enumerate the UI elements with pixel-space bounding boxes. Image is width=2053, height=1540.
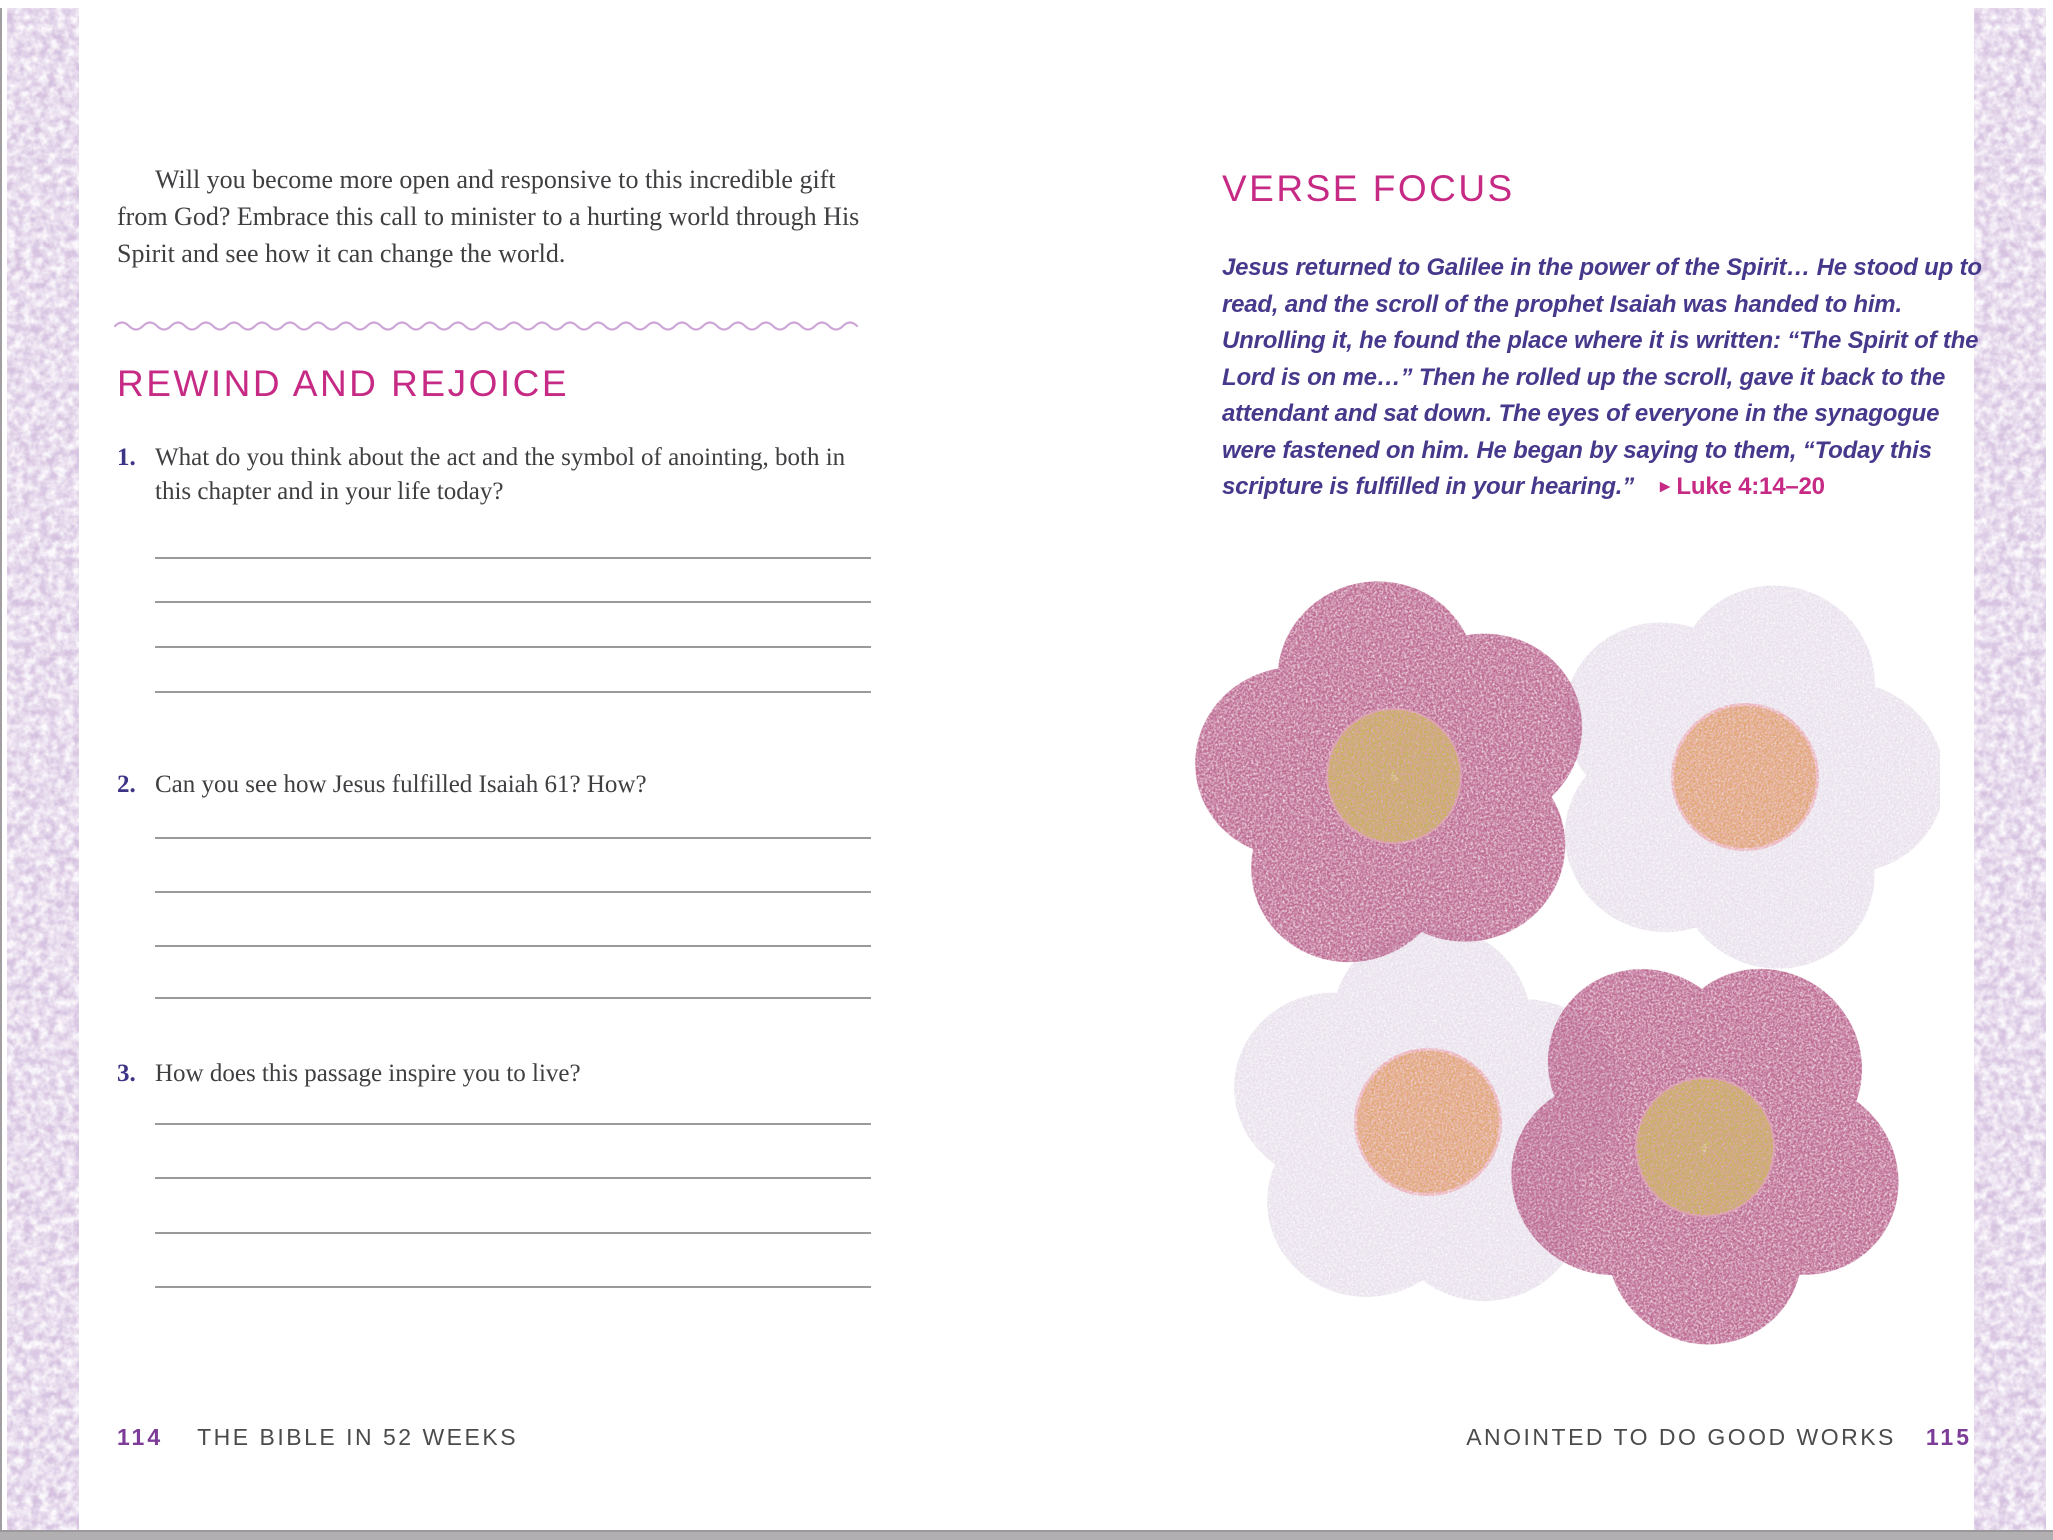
flower-top-right bbox=[1505, 572, 1940, 1006]
question-1-text: What do you think about the act and the symbol of anointing, both in this chapter and in your life today? bbox=[155, 444, 846, 505]
answer-line bbox=[155, 557, 871, 559]
question-2 bbox=[117, 768, 874, 802]
intro-paragraph: Will you become more open and responsive to this incredible gift from God? Embrace this call to minister to a hurting world through His Spirit and see how it can change the world. bbox=[117, 165, 860, 268]
wavy-divider bbox=[114, 317, 874, 333]
verse-text: Jesus returned to Galilee in the power of the Spirit… He stood up to read, and the scroll of the prophet Isaiah was handed to him. Unrolling it, he found the place where it is written: “The Spirit of the Lord is on me…” Then he rolled up the scroll, gave it back to the attendant and sat down. The eyes of everyone in the synagogue were fastened on him. He began by saying to them, “Today this scripture is fulfilled in your hearing.” bbox=[1222, 254, 1982, 500]
question-3-text: How does this passage inspire you to live? bbox=[155, 1060, 581, 1087]
right-border-texture bbox=[1974, 8, 2046, 1530]
chapter-running-title: ANOINTED TO DO GOOD WORKS bbox=[1466, 1424, 1896, 1450]
answer-line bbox=[155, 837, 871, 839]
question-3 bbox=[117, 1057, 874, 1091]
answer-line bbox=[155, 1123, 871, 1125]
section-heading-rewind: REWIND AND REJOICE bbox=[117, 363, 570, 404]
answer-line bbox=[155, 1286, 871, 1288]
left-page-number: 114 bbox=[117, 1424, 164, 1450]
flower-illustration bbox=[1180, 572, 1940, 1382]
question-1-number: 1. bbox=[117, 444, 136, 471]
answer-line bbox=[155, 891, 871, 893]
question-1 bbox=[117, 441, 874, 509]
left-border-texture bbox=[7, 8, 79, 1530]
bottom-edge-strip bbox=[0, 1530, 2053, 1540]
question-2-text: Can you see how Jesus fulfilled Isaiah 61? How? bbox=[155, 771, 647, 798]
question-2-number: 2. bbox=[117, 771, 136, 798]
book-edge-shadow bbox=[0, 8, 2, 1530]
right-footer bbox=[1466, 1424, 1972, 1451]
answer-line bbox=[155, 1177, 871, 1179]
answer-line bbox=[155, 601, 871, 603]
answer-line bbox=[155, 691, 871, 693]
book-running-title: THE BIBLE IN 52 WEEKS bbox=[197, 1424, 519, 1450]
verse-reference: ▸ Luke 4:14–20 bbox=[1660, 473, 1825, 500]
right-page-number: 115 bbox=[1925, 1424, 1972, 1450]
left-footer bbox=[117, 1424, 518, 1451]
answer-line bbox=[155, 997, 871, 999]
section-heading-verse-focus: VERSE FOCUS bbox=[1222, 168, 1515, 209]
triangle-marker-icon: ▸ bbox=[1660, 476, 1670, 497]
answer-line bbox=[155, 945, 871, 947]
answer-line bbox=[155, 646, 871, 648]
flower-top-left bbox=[1180, 572, 1617, 984]
answer-line bbox=[155, 1232, 871, 1234]
question-3-number: 3. bbox=[117, 1060, 136, 1087]
verse-paragraph bbox=[1222, 250, 1982, 506]
